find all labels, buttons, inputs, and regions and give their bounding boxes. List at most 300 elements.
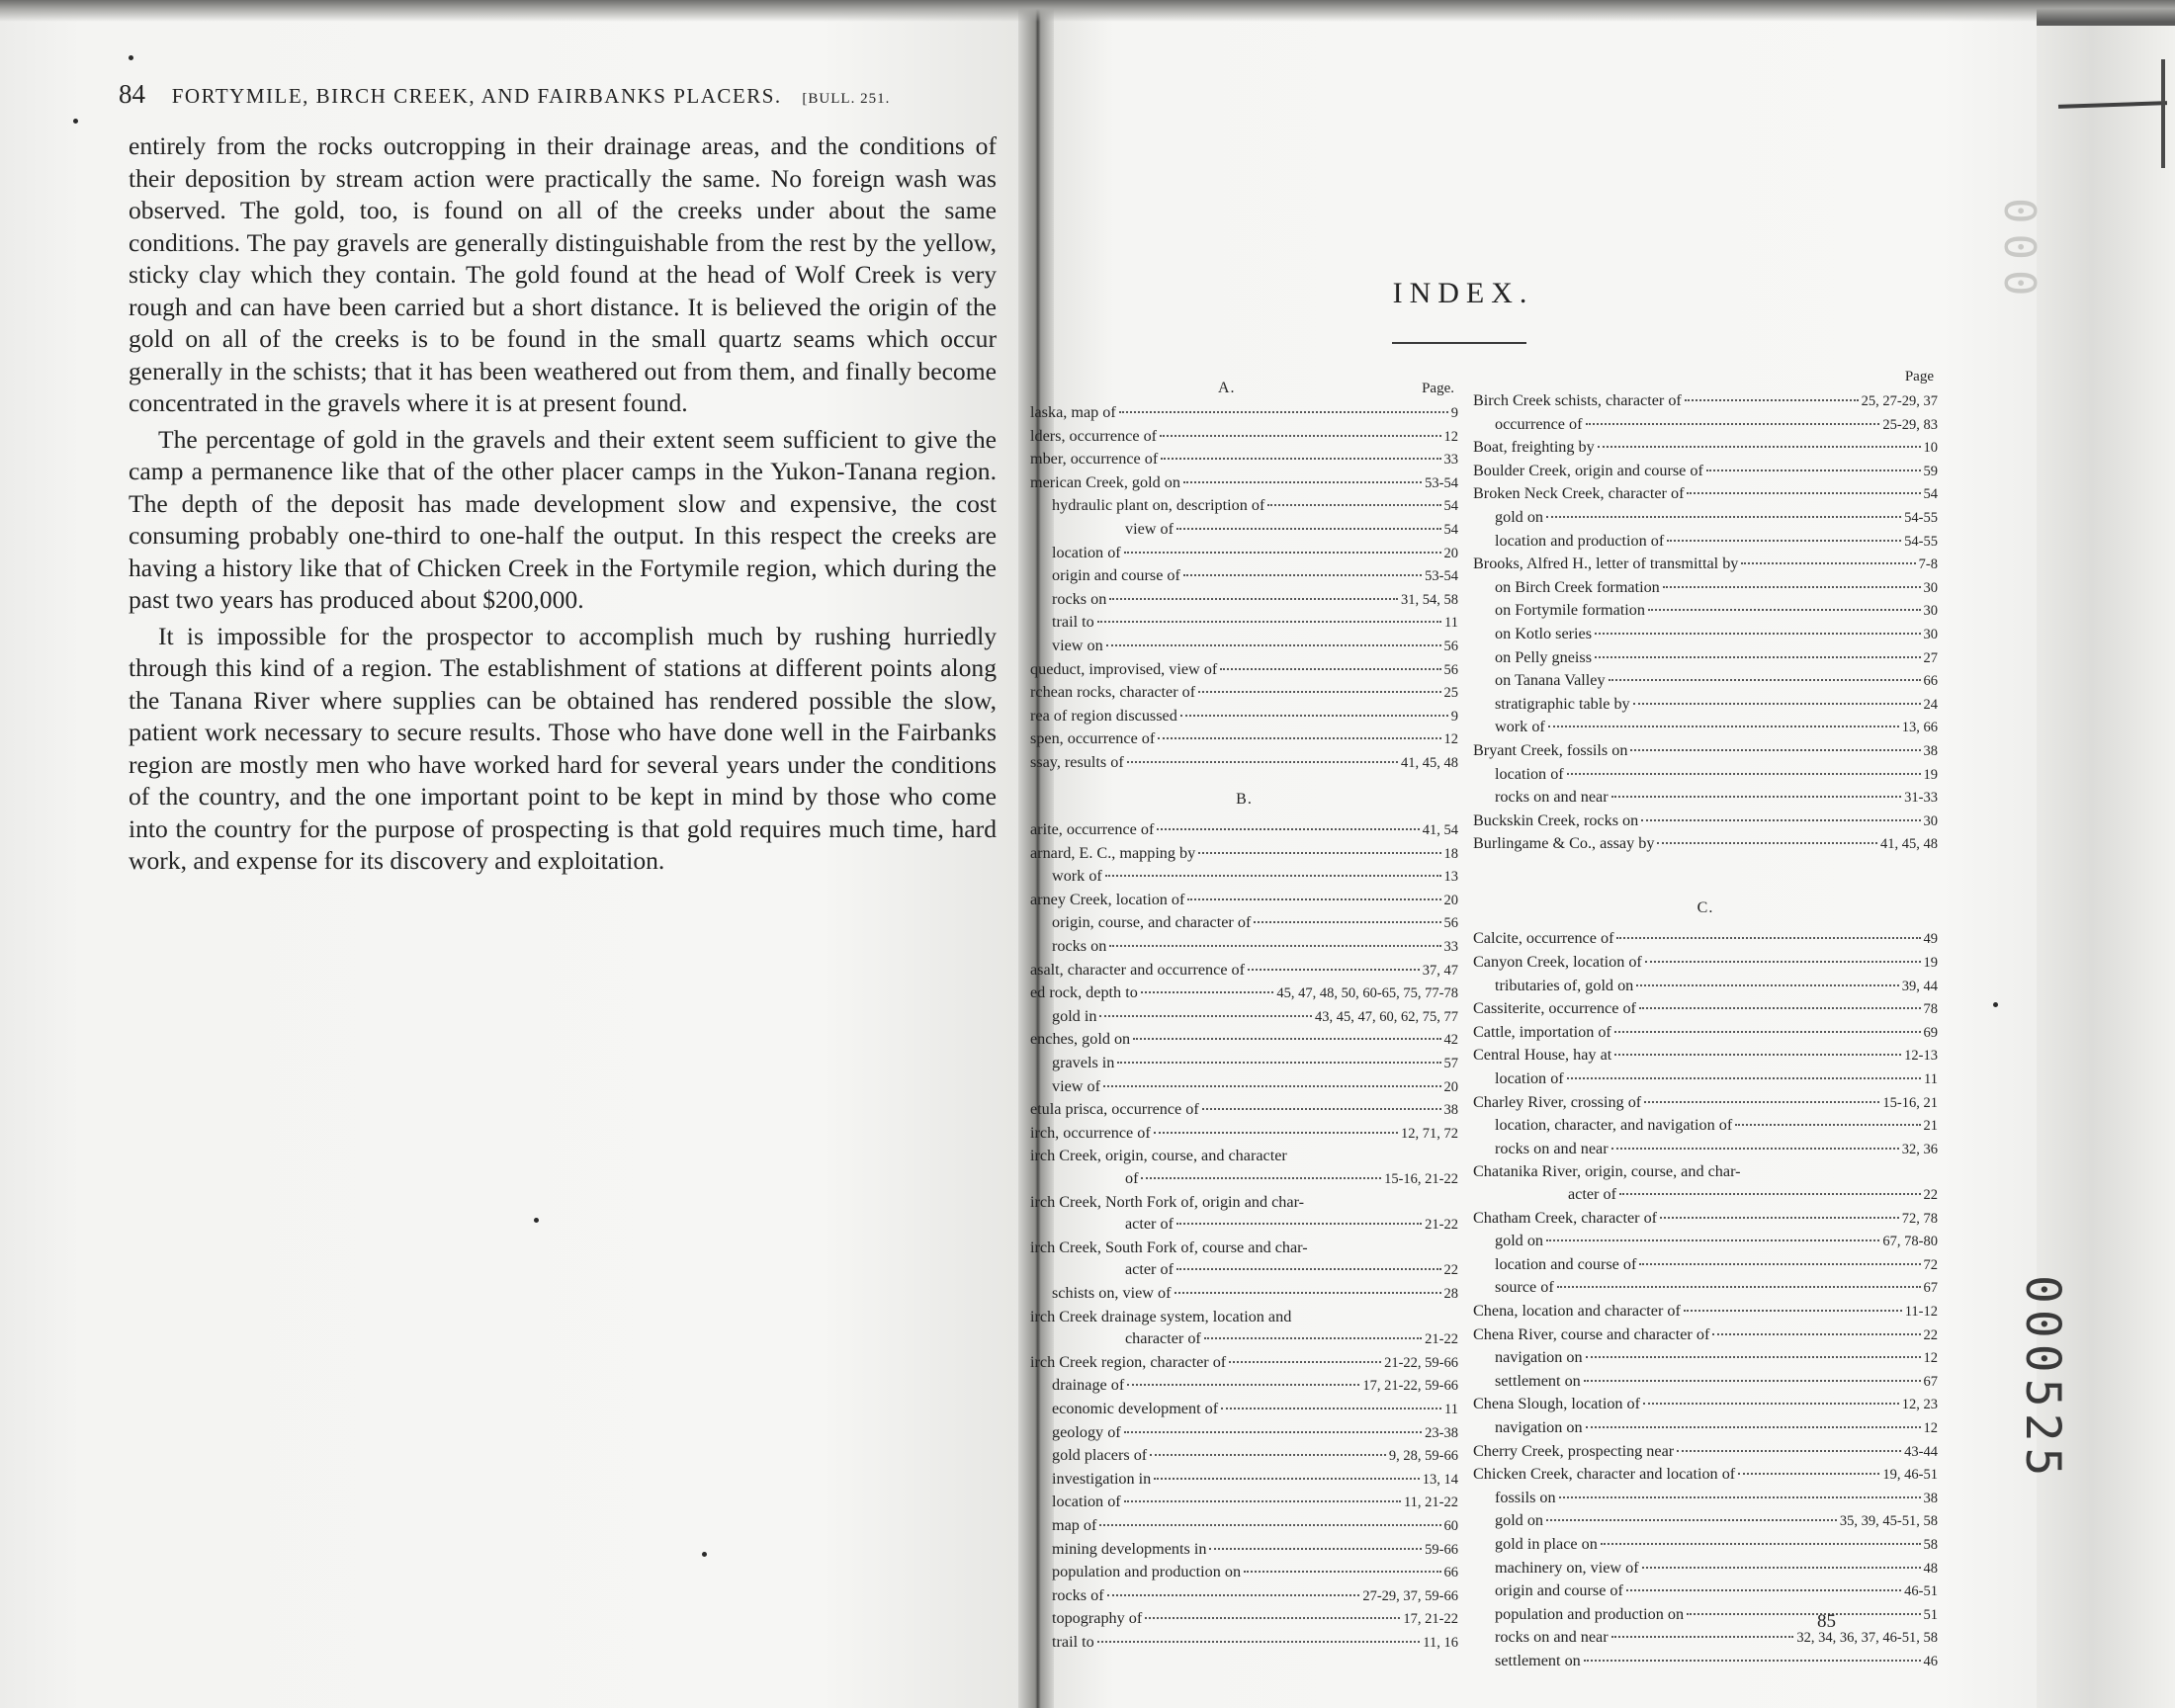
index-entry-label: ssay, results of <box>1030 752 1124 771</box>
paragraph: It is impossible for the prospector to accomplish much by rushing hurriedly through this kind of a region. The establishment of stations at different points along the Tanana River where supplies can be obtained has rendered possible the slow, patient work necessary to secure results. Those who have done well in the Fairbanks region are mostly men who have worked hard for several years under the conditions of the country, and the one important point to be kept in mind by those who come into the country for the purpose of prospecting is that gold requires much time, hard work, and expense for its discovery and exploitation. <box>129 621 997 875</box>
index-entry-label: location, character, and navigation of <box>1495 1116 1733 1135</box>
index-entry <box>1030 818 1458 842</box>
dot-leader <box>1663 586 1921 588</box>
dot-leader <box>1204 1337 1422 1339</box>
index-entry <box>1473 716 1938 739</box>
index-entry-page: 54 <box>1443 498 1458 515</box>
index-entry-label: on Tanana Valley <box>1495 671 1606 690</box>
index-entry-label: machinery on, view of <box>1495 1558 1639 1577</box>
running-head <box>119 79 1018 110</box>
index-entry-page: 67 <box>1923 1373 1938 1390</box>
dot-leader <box>1639 1007 1921 1009</box>
index-entry-page: 49 <box>1923 931 1938 948</box>
index-entry-page: 21-22, 59-66 <box>1384 1354 1458 1371</box>
index-entry <box>1473 1253 1938 1277</box>
index-entry <box>1030 727 1458 751</box>
index-entry <box>1473 599 1938 623</box>
dot-leader <box>1187 898 1440 900</box>
dot-leader <box>1636 984 1898 986</box>
index-entry-page: 30 <box>1923 579 1938 596</box>
index-entry-page: 72 <box>1923 1256 1938 1273</box>
index-entry-page: 33 <box>1443 452 1458 469</box>
index-entry-label: acter of <box>1125 1260 1174 1279</box>
index-section-b-continued <box>1473 389 1938 856</box>
index-entry-label: character of <box>1125 1329 1201 1348</box>
index-entry <box>1473 460 1938 483</box>
dot-leader <box>1099 1015 1312 1017</box>
index-entry-page: 54-55 <box>1904 533 1938 550</box>
dot-leader <box>1254 921 1440 923</box>
index-entry <box>1030 1327 1458 1351</box>
index-entry-label: irch Creek, origin, course, and character <box>1030 1147 1287 1165</box>
index-entry-label: schists on, view of <box>1052 1283 1172 1302</box>
dot-leader <box>1157 828 1419 830</box>
index-entry <box>1473 997 1938 1021</box>
index-entry <box>1030 1421 1458 1445</box>
index-entry <box>1030 982 1458 1005</box>
dot-leader <box>1614 1031 1921 1033</box>
index-entry-label: Burlingame & Co., assay by <box>1473 834 1655 853</box>
index-entry-label: tributaries of, gold on <box>1495 976 1634 994</box>
page-column-label: Page <box>1904 369 1934 384</box>
index-entry-page: 21-22 <box>1425 1217 1458 1234</box>
dot-leader <box>1145 1617 1400 1619</box>
index-entry-label: mber, occurrence of <box>1030 450 1159 469</box>
index-entry-label: Brooks, Alfred H., letter of transmittal by <box>1473 555 1739 573</box>
index-entry-label: arney Creek, location of <box>1030 890 1185 908</box>
scan-speck <box>129 55 133 60</box>
dot-leader <box>1598 446 1921 448</box>
dot-leader <box>1198 691 1440 693</box>
index-entry-page: 67 <box>1923 1280 1938 1297</box>
index-entry <box>1473 1463 1938 1487</box>
index-entry-label: rchean rocks, character of <box>1030 683 1196 702</box>
index-entry <box>1030 588 1458 612</box>
dot-leader <box>1109 945 1440 947</box>
index-entry-label: arnard, E. C., mapping by <box>1030 843 1196 862</box>
dot-leader <box>1105 875 1441 877</box>
index-entry-label: Birch Creek schists, character of <box>1473 391 1682 409</box>
index-entry <box>1030 1631 1458 1655</box>
index-entry-label: navigation on <box>1495 1348 1583 1367</box>
dot-leader <box>1124 1500 1401 1502</box>
index-entry-label: rea of region discussed <box>1030 706 1177 725</box>
index-entry <box>1030 1306 1458 1328</box>
index-entry-page: 54 <box>1923 486 1938 503</box>
index-entry <box>1473 413 1938 437</box>
index-entry <box>1030 1258 1458 1282</box>
index-entry <box>1473 1557 1938 1580</box>
index-entry-label: irch Creek, North Fork of, origin and char- <box>1030 1192 1305 1211</box>
index-entry-label: irch Creek, South Fork of, course and char- <box>1030 1238 1308 1256</box>
index-entry-page: 38 <box>1923 742 1938 759</box>
dot-leader <box>1546 516 1901 518</box>
index-entry-label: Canyon Creek, location of <box>1473 953 1642 972</box>
index-entry <box>1473 1416 1938 1440</box>
index-entry-label: gravels in <box>1052 1054 1115 1072</box>
index-entry-label: Bryant Creek, fossils on <box>1473 740 1628 759</box>
dot-leader <box>1685 399 1859 401</box>
index-entry <box>1030 1468 1458 1492</box>
dot-leader <box>1109 598 1398 600</box>
index-entry <box>1030 1491 1458 1514</box>
dot-leader <box>1133 1038 1440 1040</box>
index-entry-page: 11, 21-22 <box>1403 1494 1458 1511</box>
index-entry-page: 11 <box>1924 1071 1938 1088</box>
index-entry-label: location of <box>1495 764 1564 783</box>
index-entry-label: on Kotlo series <box>1495 624 1593 642</box>
index-entry-page: 35, 39, 45-51, 58 <box>1839 1513 1938 1530</box>
index-entry-label: acter of <box>1568 1185 1616 1203</box>
index-entry <box>1030 935 1458 959</box>
index-entry-label: gold in <box>1052 1006 1097 1025</box>
dot-leader <box>1546 1239 1879 1241</box>
index-entry-label: etula prisca, occurrence of <box>1030 1100 1199 1119</box>
index-entry-page: 25-29, 83 <box>1882 416 1938 433</box>
index-entry <box>1030 1122 1458 1146</box>
dot-leader <box>1644 1101 1879 1103</box>
index-entry-label: trail to <box>1052 1632 1094 1651</box>
dot-leader <box>1687 492 1920 494</box>
index-entry-page: 56 <box>1443 638 1458 654</box>
index-entry-page: 57 <box>1443 1056 1458 1072</box>
index-entry-label: origin and course of <box>1052 566 1180 585</box>
index-entry-label: view of <box>1052 1076 1100 1095</box>
index-entry <box>1473 693 1938 717</box>
index-entry <box>1030 1145 1458 1167</box>
dot-leader <box>1667 540 1901 542</box>
dot-leader <box>1106 644 1441 646</box>
index-entry-label: location of <box>1495 1069 1564 1088</box>
index-entry <box>1030 1028 1458 1052</box>
index-entry-label: on Fortymile formation <box>1495 601 1645 620</box>
index-entry-page: 72, 78 <box>1901 1210 1938 1227</box>
index-entry <box>1030 1398 1458 1421</box>
dot-leader <box>1595 633 1920 635</box>
index-entry-page: 11, 16 <box>1423 1634 1458 1651</box>
index-entry <box>1030 1213 1458 1237</box>
dot-leader <box>1611 1636 1794 1638</box>
index-entry-label: population and production on <box>1052 1563 1242 1581</box>
index-entry <box>1473 1160 1938 1183</box>
dot-leader <box>1248 969 1420 971</box>
dot-leader <box>1158 737 1440 739</box>
index-entry <box>1030 425 1458 449</box>
index-column-2 <box>1473 366 1938 1672</box>
index-entry-page: 32, 34, 36, 37, 46-51, 58 <box>1796 1630 1938 1647</box>
index-entry-page: 53-54 <box>1425 568 1458 585</box>
top-scan-shadow <box>0 0 2175 22</box>
index-entry-page: 25, 27-29, 37 <box>1861 393 1938 409</box>
index-entry <box>1030 494 1458 518</box>
index-entry-page: 15-16, 21-22 <box>1384 1171 1458 1187</box>
index-entry-label: gold in place on <box>1495 1534 1598 1553</box>
index-entry-page: 45, 47, 48, 50, 60-65, 75, 77-78 <box>1276 985 1458 1002</box>
dot-leader <box>1099 1524 1440 1526</box>
dot-leader <box>1645 961 1921 963</box>
index-entry-page: 24 <box>1923 696 1938 713</box>
dot-leader <box>1183 481 1422 483</box>
dot-leader <box>1687 1613 1920 1615</box>
paragraph: The percentage of gold in the gravels and their extent seem sufficient to give the camp a permanence like that of the other placer camps in the Yukon-Tanana region. The depth of the deposit has made development slow and expensive, the cost consuming probably one-third to one-half the output. In this respect the creeks are having a history like that of Chicken Creek in the Fortymile region, which during the past two years has produced about $200,000. <box>129 424 997 614</box>
index-entry-label: settlement on <box>1495 1651 1581 1669</box>
dot-leader <box>1706 470 1921 471</box>
index-entry-page: 41, 54 <box>1422 822 1458 839</box>
index-entry-label: location of <box>1052 1493 1121 1511</box>
index-entry-label: fossils on <box>1495 1488 1556 1506</box>
dot-leader <box>1546 1519 1837 1521</box>
index-entry-label: gold placers of <box>1052 1446 1148 1465</box>
index-entry-label: acter of <box>1125 1215 1174 1234</box>
index-entry-label: map of <box>1052 1515 1097 1534</box>
index-entry-label: Boat, freighting by <box>1473 438 1595 457</box>
index-entry-label: Broken Neck Creek, character of <box>1473 484 1685 503</box>
index-entry <box>1030 1514 1458 1538</box>
dot-leader <box>1174 1292 1441 1294</box>
index-entry-label: rocks on and near <box>1495 1628 1609 1647</box>
index-entry-page: 12 <box>1923 1350 1938 1367</box>
index-entry-label: origin and course of <box>1495 1581 1623 1600</box>
index-entry-page: 43, 45, 47, 60, 62, 75, 77 <box>1315 1008 1458 1025</box>
index-entry-label: Charley River, crossing of <box>1473 1092 1642 1111</box>
index-entry-page: 18 <box>1443 845 1458 862</box>
index-entry-label: population and production on <box>1495 1604 1685 1623</box>
index-entry-page: 66 <box>1923 673 1938 690</box>
index-entry <box>1473 1346 1938 1370</box>
index-entry <box>1473 832 1938 856</box>
index-entry-label: ed rock, depth to <box>1030 983 1138 1002</box>
index-entry-page: 41, 45, 48 <box>1880 836 1938 853</box>
index-entry-label: irch Creek region, character of <box>1030 1352 1227 1371</box>
index-entry <box>1030 751 1458 775</box>
index-entry-label: work of <box>1495 718 1545 736</box>
section-letter-c: C. <box>1696 898 1714 916</box>
index-entry <box>1473 1183 1938 1207</box>
index-entry <box>1473 623 1938 646</box>
index-entry-page: 12 <box>1443 731 1458 748</box>
scan-speck <box>73 119 78 124</box>
dot-leader <box>1244 1571 1440 1573</box>
index-entry-label: origin, course, and character of <box>1052 913 1252 932</box>
index-entry-page: 78 <box>1923 1001 1938 1018</box>
index-entry-label: Boulder Creek, origin and course of <box>1473 461 1703 479</box>
index-entry <box>1473 739 1938 763</box>
index-entry <box>1473 1440 1938 1464</box>
dot-leader <box>1548 726 1899 727</box>
page-number: 84 <box>119 79 145 109</box>
index-entry-page: 53-54 <box>1425 474 1458 491</box>
index-entry <box>1030 518 1458 542</box>
dot-leader <box>1103 1085 1441 1087</box>
dot-leader <box>1611 796 1902 798</box>
dot-leader <box>1601 1543 1921 1545</box>
index-entry-page: 59-66 <box>1425 1541 1458 1558</box>
index-entry <box>1030 1052 1458 1075</box>
index-entry <box>1473 1230 1938 1253</box>
dot-leader <box>1633 703 1921 705</box>
dot-leader <box>1183 574 1422 576</box>
index-entry-page: 30 <box>1923 626 1938 642</box>
index-entry-page: 9, 28, 59-66 <box>1388 1448 1458 1465</box>
index-entry <box>1473 482 1938 506</box>
index-entry <box>1030 865 1458 889</box>
index-entry <box>1030 1607 1458 1631</box>
index-entry-label: irch Creek drainage system, location and <box>1030 1307 1292 1325</box>
index-entry-label: merican Creek, gold on <box>1030 472 1180 491</box>
index-entry <box>1473 1603 1938 1627</box>
dot-leader <box>1586 1426 1921 1428</box>
edge-mark-vertical <box>2161 59 2165 168</box>
dot-leader <box>1198 852 1440 854</box>
index-entry <box>1473 646 1938 670</box>
dot-leader <box>1630 749 1920 751</box>
index-entry-label: Chatanika River, origin, course, and char- <box>1473 1162 1741 1181</box>
dot-leader <box>1202 1108 1441 1110</box>
archive-stamp-number: 000525 <box>2015 1275 2070 1483</box>
index-entry <box>1030 401 1458 425</box>
title-rule <box>1392 342 1526 344</box>
column-header <box>1473 366 1938 389</box>
page-column-label: Page. <box>1422 381 1454 396</box>
index-entry <box>1030 611 1458 635</box>
index-entry-label: rocks of <box>1052 1585 1104 1604</box>
index-entry <box>1030 542 1458 565</box>
index-entry-label: work of <box>1052 867 1102 886</box>
index-entry-page: 13 <box>1443 869 1458 886</box>
index-entry-label: asalt, character and occurrence of <box>1030 960 1246 979</box>
index-entry-page: 31, 54, 58 <box>1401 591 1458 608</box>
index-entry-label: on Pelly gneiss <box>1495 647 1593 666</box>
index-entry <box>1473 1044 1938 1068</box>
index-entry <box>1473 530 1938 554</box>
index-entry <box>1473 576 1938 600</box>
dot-leader <box>1626 1589 1901 1591</box>
index-entry-page: 27 <box>1923 649 1938 666</box>
index-entry <box>1473 389 1938 413</box>
dot-leader <box>1614 1054 1901 1056</box>
index-entry-page: 7-8 <box>1918 556 1938 573</box>
dot-leader <box>1097 1641 1421 1643</box>
dot-leader <box>1584 1660 1921 1662</box>
index-entry-label: Buckskin Creek, rocks on <box>1473 811 1639 829</box>
index-entry-label: Calcite, occurrence of <box>1473 929 1614 948</box>
index-entry-label: Central House, hay at <box>1473 1046 1612 1065</box>
index-entry-label: mining developments in <box>1052 1539 1207 1558</box>
index-entry <box>1030 842 1458 866</box>
dot-leader <box>1684 1310 1902 1312</box>
index-entry-label: trail to <box>1052 613 1094 632</box>
index-entry-label: Chena Slough, location of <box>1473 1395 1641 1413</box>
index-entry-label: location of <box>1052 543 1121 561</box>
dot-leader <box>1609 679 1921 681</box>
dot-leader <box>1611 1148 1899 1150</box>
dot-leader <box>1584 1380 1921 1382</box>
index-entry-page: 19 <box>1923 955 1938 972</box>
index-entry <box>1473 1021 1938 1045</box>
index-column-1 <box>1030 378 1458 1654</box>
running-head-title: FORTYMILE, BIRCH CREEK, AND FAIRBANKS PLACERS. <box>171 84 782 108</box>
index-entry-page: 11-12 <box>1904 1303 1938 1320</box>
dot-leader <box>1641 819 1920 821</box>
index-entry-page: 51 <box>1923 1606 1938 1623</box>
index-entry-page: 30 <box>1923 812 1938 829</box>
index-entry <box>1030 564 1458 588</box>
index-entry <box>1473 951 1938 975</box>
dot-leader <box>1712 1333 1920 1335</box>
index-entry <box>1030 1075 1458 1099</box>
index-entry <box>1030 1098 1458 1122</box>
dot-leader <box>1567 773 1921 775</box>
index-entry <box>1473 810 1938 833</box>
dot-leader <box>1735 1124 1920 1126</box>
index-entry-page: 66 <box>1443 1565 1458 1581</box>
index-entry-label: spen, occurrence of <box>1030 729 1156 748</box>
index-entry-page: 10 <box>1923 440 1938 457</box>
index-entry-page: 37, 47 <box>1422 962 1458 979</box>
index-section-a <box>1030 401 1458 775</box>
index-entry-label: source of <box>1495 1278 1554 1297</box>
index-entry-label: laska, map of <box>1030 403 1116 421</box>
index-entry <box>1030 889 1458 912</box>
index-entry-page: 46 <box>1923 1653 1938 1669</box>
dot-leader <box>1677 1450 1901 1452</box>
bleed-through-stamp: 000 <box>1994 198 2044 306</box>
index-entry <box>1473 1370 1938 1394</box>
index-entry-page: 56 <box>1443 661 1458 678</box>
index-entry-page: 12, 71, 72 <box>1401 1125 1458 1142</box>
dot-leader <box>1176 1268 1441 1270</box>
dot-leader <box>1161 458 1440 460</box>
dot-leader <box>1117 1062 1440 1064</box>
scan-speck <box>534 1218 539 1223</box>
dot-leader <box>1127 1384 1359 1386</box>
index-entry <box>1473 786 1938 810</box>
index-entry-page: 12 <box>1443 428 1458 445</box>
index-entry <box>1030 1167 1458 1191</box>
index-entry <box>1473 1300 1938 1324</box>
index-entry-label: rocks on and near <box>1495 1139 1609 1157</box>
dot-leader <box>1567 1077 1921 1079</box>
dot-leader <box>1176 528 1441 530</box>
index-entry-page: 20 <box>1443 545 1458 561</box>
index-entry-label: enches, gold on <box>1030 1030 1131 1049</box>
index-entry <box>1473 1207 1938 1231</box>
index-entry <box>1473 1324 1938 1347</box>
index-entry <box>1473 1068 1938 1091</box>
index-entry-page: 12, 23 <box>1901 1397 1938 1413</box>
index-entry-page: 38 <box>1443 1102 1458 1119</box>
index-entry <box>1473 1533 1938 1557</box>
dot-leader <box>1642 1567 1921 1569</box>
index-entry <box>1030 1584 1458 1608</box>
index-entry-page: 11 <box>1444 615 1458 632</box>
index-entry <box>1473 1114 1938 1138</box>
dot-leader <box>1119 411 1448 413</box>
index-entry-page: 42 <box>1443 1032 1458 1049</box>
index-entry-page: 54-55 <box>1904 509 1938 526</box>
index-entry-label: topography of <box>1052 1609 1143 1628</box>
index-entry-page: 43-44 <box>1904 1443 1938 1460</box>
index-entry <box>1473 1509 1938 1533</box>
index-entry <box>1030 471 1458 495</box>
index-entry-page: 48 <box>1923 1560 1938 1577</box>
dot-leader <box>1595 656 1920 658</box>
dot-leader <box>1127 761 1398 763</box>
index-entry <box>1473 1650 1938 1673</box>
index-title: INDEX. <box>1392 277 1534 309</box>
index-entry-label: settlement on <box>1495 1371 1581 1390</box>
index-entry-label: stratigraphic table by <box>1495 694 1630 713</box>
